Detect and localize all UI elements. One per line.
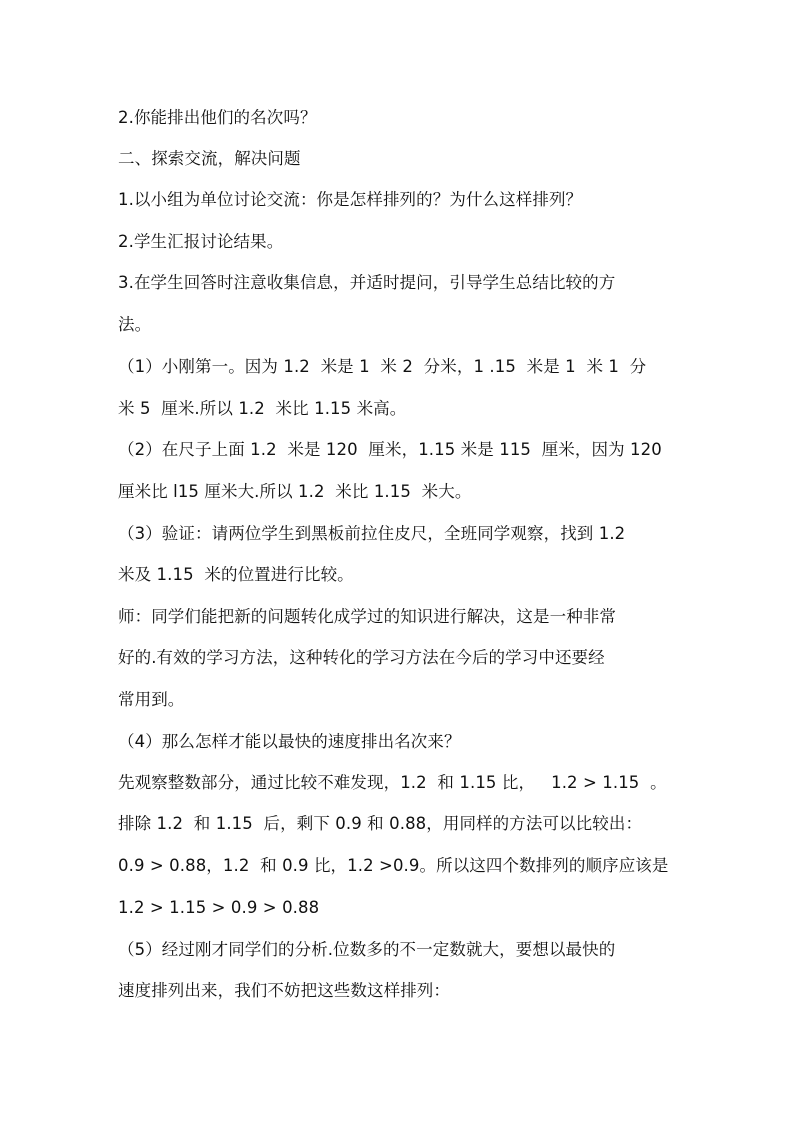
text-line: （5）经过刚才同学们的分析.位数多的不一定数就大，要想以最快的 [118, 940, 616, 959]
text-line: 好的.有效的学习方法，这种转化的学习方法在今后的学习中还要经 [118, 648, 605, 667]
text-line: 排除 1.2 和 1.15 后，剩下 0.9 和 0.88，用同样的方法可以比较出： [118, 814, 643, 833]
text-line: 师：同学们能把新的问题转化成学过的知识进行解决，这是一种非常 [118, 607, 616, 626]
text-line: （3）验证：请两位学生到黑板前拉住皮尺，全班同学观察，找到 1.2 [118, 524, 626, 543]
text-line: 3.在学生回答时注意收集信息，并适时提问，引导学生总结比较的方 [118, 273, 616, 292]
text-line: 0.9 > 0.88，1.2 和 0.9 比，1.2 >0.9。所以这四个数排列的顺序应该是 [118, 856, 669, 875]
text-line: 速度排列出来，我们不妨把这些数这样排列： [118, 981, 450, 1000]
text-line: 常用到。 [118, 690, 185, 709]
text-line: （1）小刚第一。因为 1.2 米是 1 米 2 分米，1 .15 米是 1 米 1 分 [118, 357, 647, 376]
text-line: 米 5 厘米.所以 1.2 米比 1.15 米高。 [118, 399, 407, 418]
text-line: 厘米比 l15 厘米大.所以 1.2 米比 1.15 米大。 [118, 482, 472, 501]
text-line: 1.2 > 1.15 > 0.9 > 0.88 [118, 898, 320, 917]
text-line: 法。 [118, 315, 152, 334]
text-line: 米及 1.15 米的位置进行比较。 [118, 565, 354, 584]
text-line: 2.学生汇报讨论结果。 [118, 232, 284, 251]
text-line: 1.以小组为单位讨论交流：你是怎样排列的？为什么这样排列？ [118, 190, 583, 209]
text-line: 2.你能排出他们的名次吗？ [118, 108, 317, 127]
text-line: （2）在尺子上面 1.2 米是 120 厘米，1.15 米是 115 厘米，因为 120 [118, 440, 662, 459]
section-heading: 二、探索交流，解决问题 [118, 149, 301, 168]
text-line: 先观察整数部分，通过比较不难发现，1.2 和 1.15 比， 1.2 > 1.15 。 [118, 773, 667, 792]
text-line: （4）那么怎样才能以最快的速度排出名次来？ [118, 732, 461, 751]
